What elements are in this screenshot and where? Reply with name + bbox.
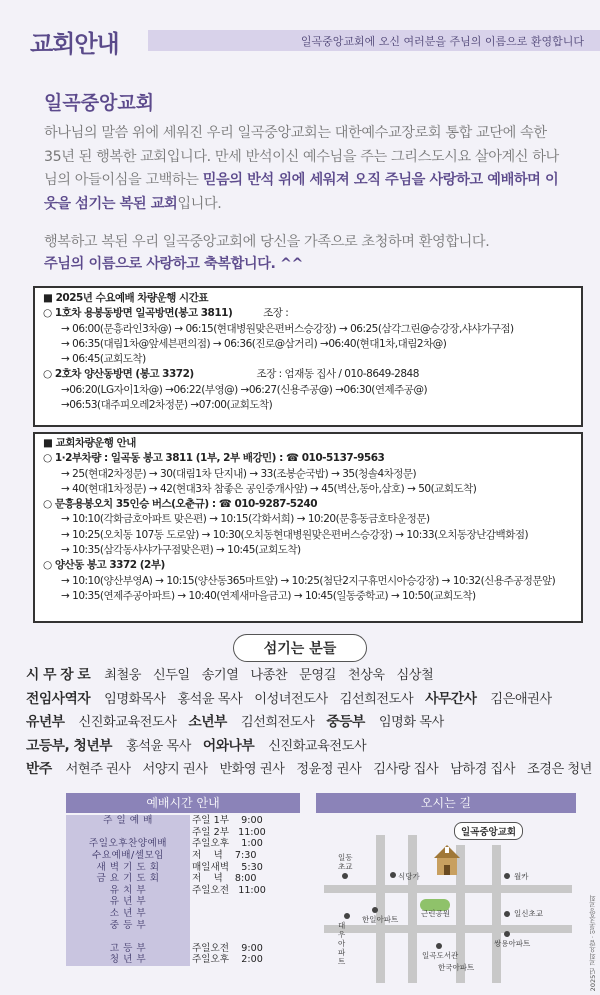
map-label: 근린공원 bbox=[421, 909, 450, 918]
schedule-time bbox=[190, 931, 300, 943]
map-marker bbox=[344, 913, 350, 919]
schedule-time bbox=[190, 896, 300, 908]
church-bus-heading: ■ 교회차량운행 안내 bbox=[43, 437, 136, 449]
bus-3-title: ○ 양산동 봉고 3372 (2부) bbox=[43, 559, 165, 572]
schedule-time bbox=[190, 919, 300, 931]
schedule-row bbox=[66, 908, 300, 920]
bus-2-stops: → 10:10(각화금호아파트 맞은편) → 10:15(각화서희) → 10:20(문흥동금호타운정문) bbox=[61, 513, 430, 526]
tagline: 일곡중앙교회에 오신 여러분을 주님의 이름으로 환영합니다 bbox=[300, 35, 584, 48]
schedule-row bbox=[66, 873, 300, 885]
server-row bbox=[26, 664, 591, 688]
server-name: 김사랑 집사 bbox=[373, 762, 439, 777]
brand-title: 교회안내 bbox=[30, 31, 119, 58]
server-name: 신진화교육전도사 bbox=[268, 738, 367, 754]
map-marker bbox=[372, 907, 378, 913]
server-name: 신두일 bbox=[152, 668, 190, 683]
server-name: 서현주 권사 bbox=[65, 762, 131, 777]
route-1 bbox=[43, 306, 573, 321]
schedule-label: 유 치 부 bbox=[66, 885, 190, 897]
map-label: 일동초교 bbox=[338, 853, 353, 871]
schedule-row bbox=[66, 850, 300, 862]
schedule-time: 주일 1부 9:00 bbox=[190, 815, 300, 827]
server-name: 홍석윤 목사 bbox=[177, 691, 243, 707]
intro-paragraph bbox=[44, 122, 566, 216]
map-church-label: 일곡중앙교회 bbox=[454, 822, 523, 840]
schedule-time: 저 녁 8:00 bbox=[190, 873, 300, 885]
bus-2-stops: → 10:35(삼각동샤샤가구점맞은편) → 10:45(교회도착) bbox=[61, 544, 301, 557]
schedule-time: 주일오전 9:00 bbox=[190, 943, 300, 955]
schedule-time: 매일새벽 5:30 bbox=[190, 861, 300, 873]
schedule-label: 금 요 기 도 회 bbox=[66, 873, 190, 885]
schedule-time bbox=[190, 908, 300, 920]
server-name: 심상철 bbox=[396, 668, 434, 683]
server-name: 임명화 목사 bbox=[378, 715, 444, 730]
servers-title-wrap bbox=[0, 634, 600, 662]
server-name: 김선희전도사 bbox=[339, 691, 414, 707]
schedule-time: 주일오전 11:00 bbox=[190, 885, 300, 897]
server-role: 전임사역자 bbox=[26, 690, 91, 707]
wednesday-bus-box bbox=[33, 286, 583, 427]
map-marker bbox=[342, 873, 348, 879]
server-row bbox=[26, 758, 591, 782]
schedule-label: 새 벽 기 도 회 bbox=[66, 861, 190, 873]
map-road bbox=[408, 835, 417, 983]
servers-list bbox=[26, 664, 591, 782]
server-role: 반주 bbox=[26, 761, 52, 777]
server-name: 김은애권사 bbox=[490, 691, 552, 707]
schedule-label: 소 년 부 bbox=[66, 908, 190, 920]
server-name: 조경은 청년 bbox=[527, 762, 592, 777]
wednesday-bus-heading: ■ 2025년 수요예배 차량운행 시간표 bbox=[43, 292, 208, 304]
church-name: 일곡중앙교회 bbox=[44, 93, 155, 114]
route-2-title: ○ 2호차 양산동방면 (봉고 3372) bbox=[43, 368, 194, 381]
schedule-time: 주일오후 2:00 bbox=[190, 954, 300, 966]
schedule-row bbox=[66, 943, 300, 955]
schedule-label bbox=[66, 827, 190, 839]
bus-1-stops: → 25(현대2차정문) → 30(대림1차 단지내) → 33(조봉순국밥) → 35(청솔4차정문) bbox=[61, 467, 417, 480]
side-text: 2025년 교회요람 · 일곡중앙교회 bbox=[589, 895, 597, 992]
server-name: 신진화교육전도사 bbox=[78, 715, 177, 730]
server-role: 중등부 bbox=[326, 714, 365, 730]
map-road bbox=[324, 885, 572, 893]
schedule-label: 청 년 부 bbox=[66, 954, 190, 966]
schedule-row bbox=[66, 896, 300, 908]
server-row bbox=[26, 711, 591, 735]
schedule-label: 주 일 예 배 bbox=[66, 815, 190, 827]
route-1-stops: → 06:00(문흥라인3차@) → 06:15(현대병원맞은편버스승강장) → 06:25(삼각그린@승강장,샤샤가구점) bbox=[61, 322, 514, 335]
bus-2-title: ○ 문흥용봉오치 35인승 버스(오춘규) : ☎ 010-9287-5240 bbox=[43, 498, 318, 511]
route-1-stops: → 06:45(교회도착) bbox=[61, 353, 146, 366]
welcome-paragraph bbox=[44, 231, 566, 275]
schedule-row bbox=[66, 827, 300, 839]
map-label: 식당가 bbox=[398, 872, 420, 881]
schedule-time: 저 녁 7:30 bbox=[190, 850, 300, 862]
server-name: 송기열 bbox=[201, 668, 239, 683]
schedule-table bbox=[66, 815, 300, 966]
server-name: 김선희전도사 bbox=[240, 715, 315, 730]
server-role: 시 무 장 로 bbox=[26, 667, 91, 683]
map-marker bbox=[504, 931, 510, 937]
intro-text: 하나님의 말씀 위에 세워진 우리 일곡중앙교회는 대한예수교장로회 통합 교단에 속한 35년 된 행복한 교회입니다. 만세 반석이신 예수님을 주는 그리스도시요 살아계신 하나님의 아들이심을 고백하는 bbox=[44, 125, 559, 188]
servers-title: 섬기는 분들 bbox=[233, 634, 368, 662]
schedule-row bbox=[66, 815, 300, 827]
map-marker bbox=[504, 873, 510, 879]
blessing-text: 주님의 이름으로 사랑하고 축복합니다. ^^ bbox=[44, 256, 304, 272]
schedule-row bbox=[66, 919, 300, 931]
server-name: 남하경 집사 bbox=[450, 762, 515, 777]
map-label: 월카 bbox=[514, 872, 529, 881]
bus-3-stops: → 10:10(양산부영A) → 10:15(양산동365마트앞) → 10:25(첨단2지구휴먼시아승강장) → 10:32(신용주공정문앞) bbox=[61, 574, 556, 587]
server-name: 이성녀전도사 bbox=[254, 691, 328, 707]
route-2-stops: →06:53(대주피오레2차정문) →07:00(교회도착) bbox=[61, 399, 273, 412]
bus-1-title: ○ 1·2부차량 : 일곡동 봉고 3811 (1부, 2부 배강민) : ☎ 010-5137-9563 bbox=[43, 452, 385, 465]
location-map bbox=[316, 815, 576, 983]
map-label: 일신초교 bbox=[514, 909, 543, 918]
server-role: 유년부 bbox=[26, 714, 65, 730]
schedule-label: 유 년 부 bbox=[66, 896, 190, 908]
church-building-icon bbox=[434, 845, 460, 875]
server-name: 홍석윤 목사 bbox=[126, 738, 191, 754]
schedule-time: 주일오후 1:00 bbox=[190, 838, 300, 850]
schedule-label: 고 등 부 bbox=[66, 943, 190, 955]
church-bus-box bbox=[33, 432, 583, 623]
map-road bbox=[324, 925, 572, 933]
bus-3-stops: → 10:35(연제주공아파트) → 10:40(연제새마을금고) → 10:45(일동중학교) → 10:50(교회도착) bbox=[61, 589, 476, 602]
schedule-row bbox=[66, 954, 300, 966]
map-title: 오시는 길 bbox=[316, 793, 576, 813]
server-name: 천상욱 bbox=[347, 668, 385, 683]
server-row bbox=[26, 735, 591, 759]
intro-emphasis: 믿음의 반석 위에 세워져 오직 주님을 사랑하고 예배하며 이웃을 섬기는 복된 교회 bbox=[44, 172, 559, 212]
map-label: 대우아파트 bbox=[338, 921, 346, 966]
route-1-staff: 조장 : bbox=[263, 307, 289, 320]
map-marker bbox=[390, 872, 396, 878]
map-marker bbox=[436, 943, 442, 949]
server-role: 소년부 bbox=[188, 714, 227, 730]
schedule-row bbox=[66, 931, 300, 943]
map-road bbox=[492, 845, 501, 983]
bus-1-stops: → 40(현대1차정문) → 42(현대3차 참좋은 공인중개사앞) → 45(벽산,동아,삼호) → 50(교회도착) bbox=[61, 482, 477, 495]
schedule-label: 중 등 부 bbox=[66, 919, 190, 931]
server-name: 서양지 권사 bbox=[142, 762, 208, 777]
schedule-row bbox=[66, 861, 300, 873]
server-name: 반화영 권사 bbox=[219, 762, 285, 777]
route-2 bbox=[43, 367, 573, 382]
tagline-bar bbox=[148, 30, 600, 51]
server-row bbox=[26, 688, 591, 712]
route-1-stops: → 06:35(대림1차@앞세븐편의점) → 06:36(진로@삼거리) →06:40(현대1차,대림2차@) bbox=[61, 337, 447, 350]
route-2-staff: 조장 : 엄재동 집사 / 010-8649-2848 bbox=[256, 368, 419, 381]
header bbox=[0, 0, 600, 68]
schedule-label: 주일오후찬양예배 bbox=[66, 838, 190, 850]
map-label: 한국아파트 bbox=[438, 963, 475, 972]
map-label: 일곡도서관 bbox=[422, 951, 459, 960]
schedule-label: 수요예배/셀모임 bbox=[66, 850, 190, 862]
schedule-row bbox=[66, 885, 300, 897]
schedule-title: 예배시간 안내 bbox=[66, 793, 300, 813]
schedule-time: 주일 2부 11:00 bbox=[190, 827, 300, 839]
server-name: 문영길 bbox=[299, 668, 336, 683]
welcome-text: 행복하고 복된 우리 일곡중앙교회에 당신을 가족으로 초청하며 환영합니다. bbox=[44, 234, 490, 250]
server-role: 고등부, 청년부 bbox=[26, 737, 113, 754]
server-name: 최철웅 bbox=[104, 668, 141, 683]
intro-end: 입니다. bbox=[177, 195, 222, 212]
route-1-title: ○ 1호차 용봉동방면 일곡방면(봉고 3811) bbox=[43, 307, 233, 320]
map-label: 한일아파트 bbox=[362, 915, 399, 924]
schedule-label bbox=[66, 931, 190, 943]
schedule-row bbox=[66, 838, 300, 850]
server-name: 나종찬 bbox=[250, 668, 288, 683]
map-label: 쌍용아파트 bbox=[494, 939, 531, 948]
server-name: 정윤정 권사 bbox=[296, 762, 362, 777]
map-marker bbox=[504, 911, 510, 917]
route-2-stops: →06:20(LG자이1차@) →06:22(부영@) →06:27(신용주공@) →06:30(연제주공@) bbox=[61, 383, 428, 396]
bus-2-stops: → 10:25(오치동 107동 도로앞) → 10:30(오치동현대병원맞은편버스승강장) → 10:33(오치동장난감백화점) bbox=[61, 528, 529, 541]
server-role: 어와나부 bbox=[202, 737, 255, 754]
server-role: 사무간사 bbox=[425, 690, 477, 707]
server-name: 임명화목사 bbox=[104, 691, 166, 707]
